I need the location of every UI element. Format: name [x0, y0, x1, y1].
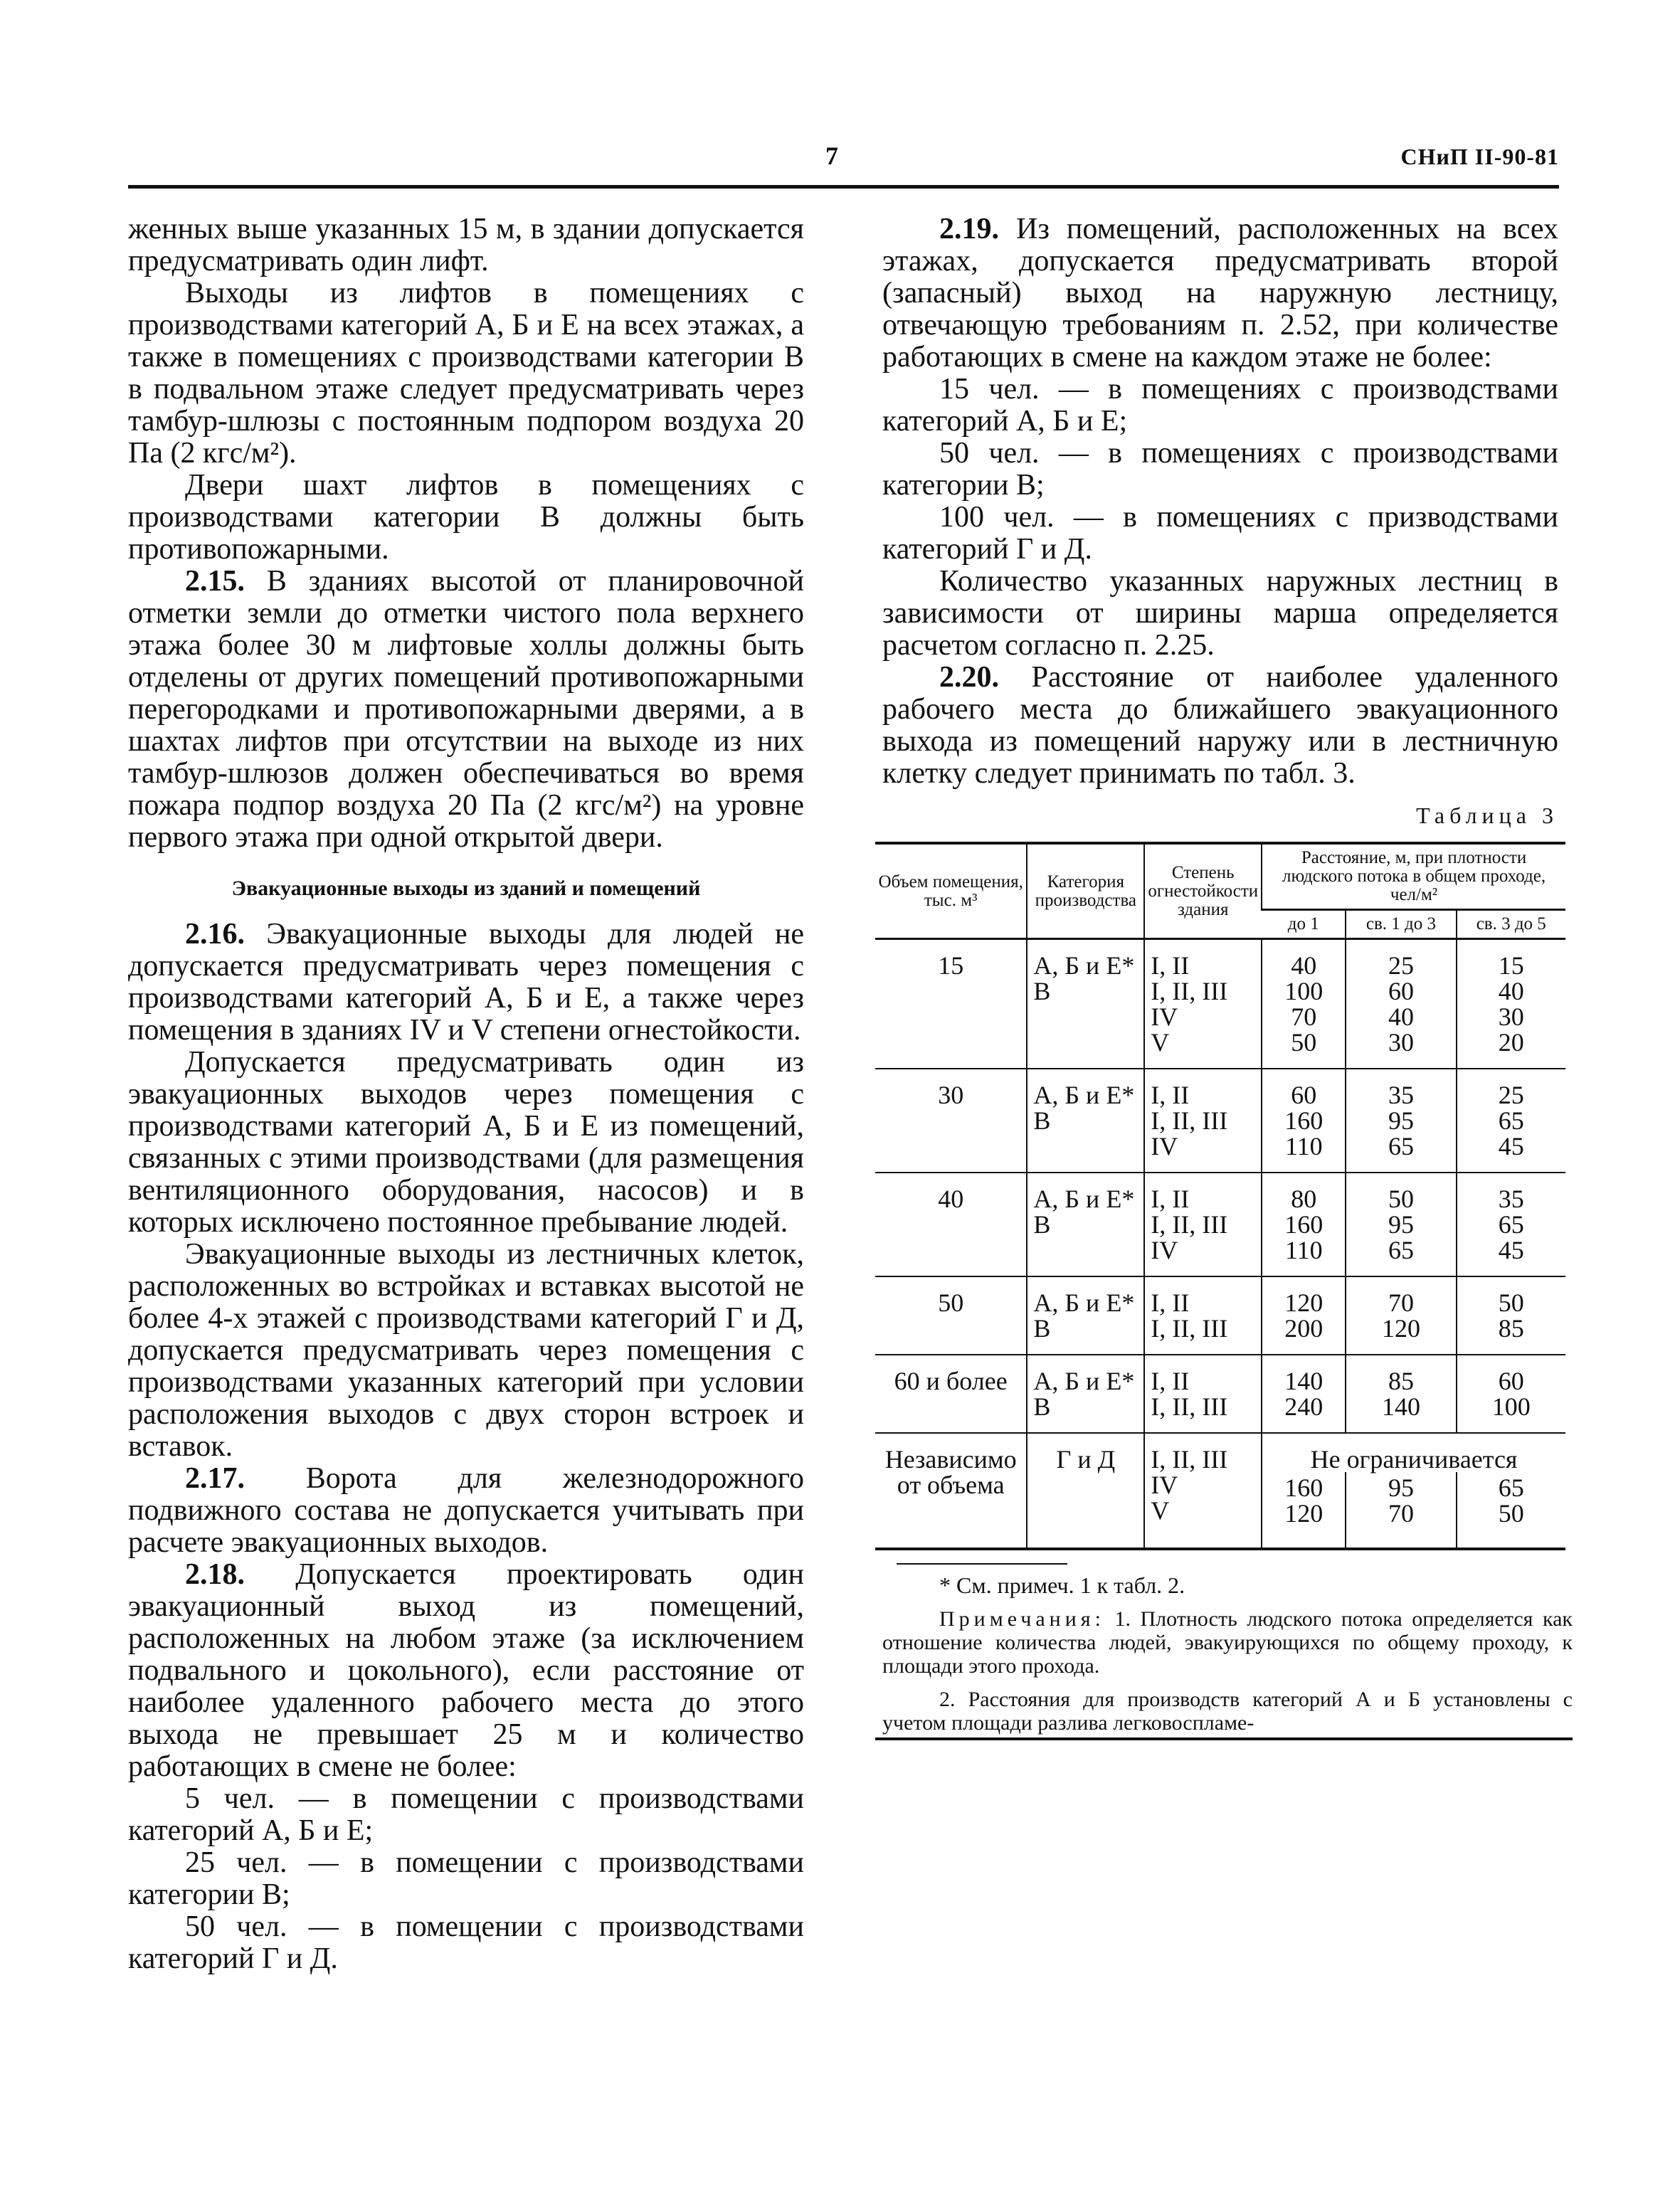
distance-value: 85: [1498, 1314, 1524, 1343]
volume-value: 60 и более: [894, 1367, 1008, 1395]
left-column: [128, 213, 804, 1975]
header-density-1: до 1: [1262, 910, 1346, 939]
cell-distance-1: [1262, 1355, 1346, 1433]
list-item: 100 чел. — в помещениях с призводствами категорий Г и Д.: [882, 501, 1558, 566]
fire-resistance-value: I, II: [1151, 1081, 1190, 1109]
cell-volume: [875, 1069, 1027, 1173]
clause-text: Из помещений, расположенных на всех этажах, допускается предусматривать второй (запасный) выход на наружную лестницу, отвечающую требованиям п. 2.52, при количестве работающих в смене на каждом этаже не более:: [882, 213, 1558, 374]
category-value: А, Б и Е*: [1033, 951, 1135, 980]
cell-category: [1027, 1173, 1144, 1276]
header-density-3: св. 3 до 5: [1457, 910, 1566, 939]
distance-value: 30: [1498, 1002, 1524, 1031]
cell-category: [1027, 1069, 1144, 1173]
cell-category: [1027, 939, 1144, 1069]
clause-2-17: [128, 1463, 804, 1559]
distance-value: 70: [1388, 1289, 1414, 1317]
distance-value: 40: [1291, 951, 1317, 980]
list-item: 5 чел. — в помещении с производствами категорий А, Б и Е;: [128, 1782, 804, 1847]
note-1-text: 1. Плотность людского потока определяется как отношение количества людей, эвакуирующихся по общему проходу, к площади этого прохода.: [882, 1607, 1573, 1678]
table-row: [875, 1355, 1565, 1433]
volume-value: 40: [938, 1185, 964, 1213]
distance-value: 65: [1498, 1210, 1524, 1239]
distance-value: 15: [1498, 951, 1524, 980]
paragraph: Эвакуационные выходы из лестничных клеток, расположенных во встройках и вставках высотой не более 4-х этажей с производствами категорий Г и Д, допускается предусматривать через помещения с производствами указанных категорий при условии расположения выходов с двух сторон встроек и вставок.: [128, 1238, 804, 1463]
distance-value: 35: [1388, 1081, 1414, 1109]
cell-category: [1027, 1276, 1144, 1355]
category-value: В: [1033, 977, 1051, 1005]
category-value: В: [1033, 1106, 1051, 1135]
cell-fire-resistance: [1144, 1069, 1262, 1173]
cell-fire-resistance: [1144, 1433, 1262, 1548]
cell-fire-resistance: [1144, 939, 1262, 1069]
cell-distance-3: [1457, 1472, 1566, 1548]
distance-value: 65: [1498, 1106, 1524, 1135]
distance-value: 45: [1498, 1132, 1524, 1160]
fire-resistance-value: IV: [1151, 1471, 1178, 1499]
distance-value: 140: [1284, 1367, 1324, 1395]
distance-value: 70: [1388, 1499, 1414, 1528]
distance-value: 25: [1498, 1081, 1524, 1109]
distance-value: 40: [1498, 977, 1524, 1005]
cell-distance-1: [1262, 1472, 1346, 1548]
distance-value: 100: [1491, 1392, 1531, 1421]
clause-2-19: [882, 213, 1558, 374]
fire-resistance-value: I, II: [1151, 1367, 1190, 1395]
cell-distance-1: [1262, 1173, 1346, 1276]
clause-text: Расстояние от наиболее удаленного рабочего места до ближайшего эвакуационного выхода из помещений наружу или в лестничную клетку следует принимать по табл. 3.: [882, 661, 1558, 790]
header-volume: Объем помещения, тыс. м³: [875, 845, 1027, 939]
cell-distance-3: [1457, 1069, 1566, 1173]
cell-volume: [875, 1173, 1027, 1276]
cell-unlimited: [1262, 1433, 1565, 1472]
distance-value: 60: [1498, 1367, 1524, 1395]
distance-value: 200: [1284, 1314, 1324, 1343]
table-row: [875, 1433, 1565, 1472]
distance-value: 160: [1284, 1210, 1324, 1239]
cell-distance-2: [1346, 1276, 1456, 1355]
paragraph: Допускается предусматривать один из эвакуационных выходов через помещения с производствами категорий А, Б и Е из помещений, связанных с этими производствами (для размещения вентиляционного оборудования, насосов) и в которых исключено постоянное пребывание людей.: [128, 1046, 804, 1239]
fire-resistance-value: V: [1151, 1028, 1170, 1057]
distance-value: 110: [1284, 1132, 1323, 1160]
cell-distance-3: [1457, 1355, 1566, 1433]
clause-number: 2.19.: [939, 213, 999, 245]
clause-number: 2.16.: [185, 918, 245, 951]
fire-resistance-value: I, II, III: [1151, 1106, 1228, 1135]
category-value: А, Б и Е*: [1033, 1289, 1135, 1317]
list-item: 25 чел. — в помещении с производствами категории В;: [128, 1846, 804, 1911]
distance-table: [875, 845, 1565, 1548]
clause-2-20: [882, 662, 1558, 790]
paragraph: женных выше указанных 15 м, в здании допускается предусматривать один лифт.: [128, 213, 804, 277]
fire-resistance-value: I, II, III: [1151, 1445, 1228, 1474]
distance-value: 120: [1284, 1289, 1324, 1317]
right-column: [878, 213, 1573, 1740]
clause-text: Эвакуационные выходы для людей не допускается предусматривать через помещения с производствами категорий А, Б и Е, а также через помещения в зданиях IV и V степени огнестойкости.: [128, 918, 804, 1047]
cell-category: [1027, 1433, 1144, 1548]
cell-distance-1: [1262, 939, 1346, 1069]
cell-distance-2: [1346, 1355, 1456, 1433]
cell-distance-2: [1346, 1173, 1456, 1276]
paragraph: Двери шахт лифтов в помещениях с производствами категории В должны быть противопожарными.: [128, 469, 804, 566]
cell-volume: [875, 1433, 1027, 1548]
clause-2-15: [128, 566, 804, 854]
cell-distance-1: [1262, 1276, 1346, 1355]
list-item: 50 чел. — в помещениях с производствами категории В;: [882, 437, 1558, 502]
distance-value: 50: [1498, 1499, 1524, 1528]
distance-value: 110: [1284, 1236, 1323, 1264]
paragraph: Выходы из лифтов в помещениях с производствами категорий А, Б и Е на всех этажах, а также в помещениях с производствами категории В в подвальном этаже следует предусматривать через тамбур-шлюзы с постоянным подпором воздуха 20 Па (2 кгс/м²).: [128, 277, 804, 470]
notes: [875, 1607, 1573, 1740]
fire-resistance-value: V: [1151, 1496, 1170, 1525]
volume-value: 30: [938, 1081, 964, 1109]
distance-value: 120: [1381, 1314, 1420, 1343]
header-fire-resistance: Степень огнестойкости здания: [1144, 845, 1262, 939]
clause-number: 2.17.: [185, 1462, 245, 1495]
distance-value: 95: [1388, 1210, 1414, 1239]
volume-value: 50: [938, 1289, 964, 1317]
fire-resistance-value: IV: [1151, 1002, 1178, 1031]
category-value: Г и Д: [1056, 1445, 1116, 1474]
distance-value: 240: [1284, 1392, 1324, 1421]
clause-text: Ворота для железнодорожного подвижного состава не допускается учитывать при расчете эвакуационных выходов.: [128, 1462, 804, 1559]
footnote: * См. примеч. 1 к табл. 2.: [939, 1572, 1185, 1598]
category-value: В: [1033, 1210, 1051, 1239]
note-2: 2. Расстояния для производств категорий А и Б установлены с учетом площади разлива легковоспламе-: [882, 1688, 1573, 1735]
unlimited-value: Не ограничивается: [1310, 1445, 1518, 1474]
cell-distance-3: [1457, 939, 1566, 1069]
cell-distance-1: [1262, 1069, 1346, 1173]
paragraph: Количество указанных наружных лестниц в зависимости от ширины марша определяется расчетом согласно п. 2.25.: [882, 565, 1558, 662]
distance-value: 60: [1291, 1081, 1317, 1109]
fire-resistance-value: IV: [1151, 1236, 1178, 1264]
distance-value: 50: [1388, 1185, 1414, 1213]
table-row: [875, 1173, 1565, 1276]
distance-value: 65: [1388, 1236, 1414, 1264]
distance-value: 35: [1498, 1185, 1524, 1213]
fire-resistance-value: I, II: [1151, 1185, 1190, 1213]
fire-resistance-value: I, II, III: [1151, 1314, 1228, 1343]
fire-resistance-value: IV: [1151, 1132, 1178, 1160]
cell-volume: [875, 1355, 1027, 1433]
section-heading: Эвакуационные выходы из зданий и помещений: [231, 877, 701, 900]
clause-2-18: [128, 1559, 804, 1783]
category-value: В: [1033, 1314, 1051, 1343]
table-row: [875, 1276, 1565, 1355]
distance-value: 95: [1388, 1474, 1414, 1502]
clause-number: 2.18.: [185, 1558, 245, 1591]
cell-category: [1027, 1355, 1144, 1433]
distance-value: 160: [1284, 1474, 1324, 1502]
distance-value: 80: [1291, 1185, 1317, 1213]
distance-value: 40: [1388, 1002, 1414, 1031]
clause-number: 2.20.: [939, 661, 999, 694]
cell-distance-2: [1346, 1472, 1456, 1548]
clause-text: В зданиях высотой от планировочной отметки земли до отметки чистого пола верхнего этажа более 30 м лифтовые холлы должны быть отделены от других помещений противопожарными перегородками и противопожарными дверями, а в шахтах лифтов при отсутствии на выходе из них тамбур-шлюзов должен обеспечиваться во время пожара подпор воздуха 20 Па (2 кгс/м²) на уровне первого этажа при одной открытой двери.: [128, 565, 804, 854]
distance-value: 45: [1498, 1236, 1524, 1264]
header-distance: Расстояние, м, при плотности людского потока в общем проходе, чел/м²: [1262, 845, 1565, 910]
list-item: 15 чел. — в помещениях с производствами категорий А, Б и Е;: [882, 373, 1558, 438]
list-item: 50 чел. — в помещении с производствами категорий Г и Д.: [128, 1910, 804, 1975]
fire-resistance-value: I, II: [1151, 1289, 1190, 1317]
distance-value: 65: [1388, 1132, 1414, 1160]
distance-value: 95: [1388, 1106, 1414, 1135]
distance-value: 160: [1284, 1106, 1324, 1135]
volume-value: 15: [938, 951, 964, 980]
distance-value: 20: [1498, 1028, 1524, 1057]
table-row: [875, 1069, 1565, 1173]
fire-resistance-value: I, II: [1151, 951, 1190, 980]
distance-value: 70: [1291, 1002, 1317, 1031]
cell-distance-3: [1457, 1276, 1566, 1355]
category-value: А, Б и Е*: [1033, 1367, 1135, 1395]
distance-value: 25: [1388, 951, 1414, 980]
cell-fire-resistance: [1144, 1173, 1262, 1276]
header-density-2: св. 1 до 3: [1346, 910, 1456, 939]
distance-value: 60: [1388, 977, 1414, 1005]
table-3: [875, 842, 1565, 1550]
header-divider: [128, 185, 1559, 189]
category-value: В: [1033, 1392, 1051, 1421]
cell-distance-2: [1346, 939, 1456, 1069]
distance-value: 140: [1381, 1392, 1420, 1421]
volume-value: Независимо от объема: [884, 1445, 1017, 1499]
table-row: [875, 939, 1565, 1069]
clause-text: Допускается проектировать один эвакуационный выход из помещений, расположенных на любом этаже (за исключением подвального и цокольного), если расстояние от наиболее удаленного рабочего места до этого выхода не превышает 25 м и количество работающих в смене не более:: [128, 1558, 804, 1783]
distance-value: 85: [1388, 1367, 1414, 1395]
fire-resistance-value: I, II, III: [1151, 1210, 1228, 1239]
distance-value: 65: [1498, 1474, 1524, 1502]
category-value: А, Б и Е*: [1033, 1081, 1135, 1109]
cell-distance-2: [1346, 1069, 1456, 1173]
distance-value: 120: [1284, 1499, 1324, 1528]
notes-label: Примечания:: [939, 1607, 1105, 1631]
distance-value: 50: [1291, 1028, 1317, 1057]
cell-fire-resistance: [1144, 1276, 1262, 1355]
footnote-divider: [897, 1563, 1067, 1565]
clause-2-16: [128, 919, 804, 1047]
distance-value: 100: [1284, 977, 1324, 1005]
header-category: Категория производства: [1027, 845, 1144, 939]
category-value: А, Б и Е*: [1033, 1185, 1135, 1213]
clause-number: 2.15.: [185, 565, 245, 598]
fire-resistance-value: I, II, III: [1151, 1392, 1228, 1421]
note-1: [882, 1607, 1573, 1678]
cell-fire-resistance: [1144, 1355, 1262, 1433]
distance-value: 30: [1388, 1028, 1414, 1057]
page-number: 7: [825, 142, 838, 170]
table-caption: Таблица 3: [1416, 803, 1558, 828]
cell-volume: [875, 939, 1027, 1069]
cell-volume: [875, 1276, 1027, 1355]
cell-distance-3: [1457, 1173, 1566, 1276]
document-code: СНиП II-90-81: [1400, 144, 1559, 169]
distance-value: 50: [1498, 1289, 1524, 1317]
fire-resistance-value: I, II, III: [1151, 977, 1228, 1005]
